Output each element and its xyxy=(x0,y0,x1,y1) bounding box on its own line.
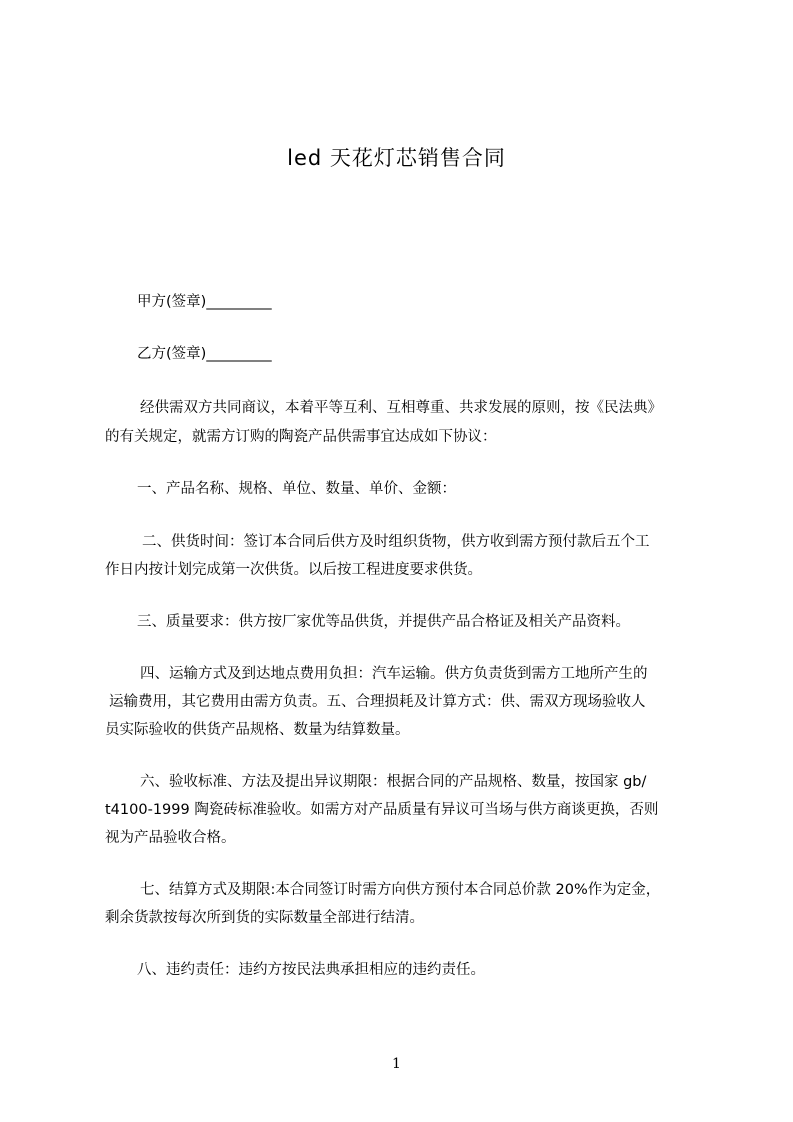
text-line: 经供需双方共同商议，本着平等互利、互相尊重、共求发展的原则，按《民法典》 xyxy=(140,400,662,416)
party-a-signature: 甲方(签章)_________ xyxy=(137,294,272,310)
page-number: 1 xyxy=(392,1056,401,1072)
text-line: 剩余货款按每次所到货的实际数量全部进行结清。 xyxy=(105,910,424,926)
text-line: 四、运输方式及到达地点费用负担：汽车运输。供方负责货到需方工地所产生的 xyxy=(140,666,648,682)
text-line: 七、结算方式及期限:本合同签订时需方向供方预付本合同总价款 20%作为定金， xyxy=(140,882,661,898)
contract-title: led 天花灯芯销售合同 xyxy=(287,146,506,170)
text-line: 二、供货时间：签订本合同后供方及时组织货物，供方收到需方预付款后五个工 xyxy=(142,534,650,550)
text-line: 视为产品验收合格。 xyxy=(105,830,236,846)
text-line: 员实际验收的供货产品规格、数量为结算数量。 xyxy=(105,722,410,738)
text-line: 六、验收标准、方法及提出异议期限：根据合同的产品规格、数量，按国家 gb/ xyxy=(140,774,647,790)
text-line: 一、产品名称、规格、单位、数量、单价、金额： xyxy=(137,481,456,497)
text-line: 八、违约责任：违约方按民法典承担相应的违约责任。 xyxy=(137,962,485,978)
party-b-signature: 乙方(签章)_________ xyxy=(137,346,272,362)
text-line: 作日内按计划完成第一次供货。以后按工程进度要求供货。 xyxy=(105,562,482,578)
text-line: 三、质量要求：供方按厂家优等品供货，并提供产品合格证及相关产品资料。 xyxy=(137,614,630,630)
text-line: 运输费用，其它费用由需方负责。五、合理损耗及计算方式：供、需双方现场验收人 xyxy=(109,694,646,710)
text-line: 的有关规定，就需方订购的陶瓷产品供需事宜达成如下协议： xyxy=(105,429,497,445)
text-line: t4100-1999 陶瓷砖标准验收。如需方对产品质量有异议可当场与供方商谈更换，否则 xyxy=(105,802,659,818)
